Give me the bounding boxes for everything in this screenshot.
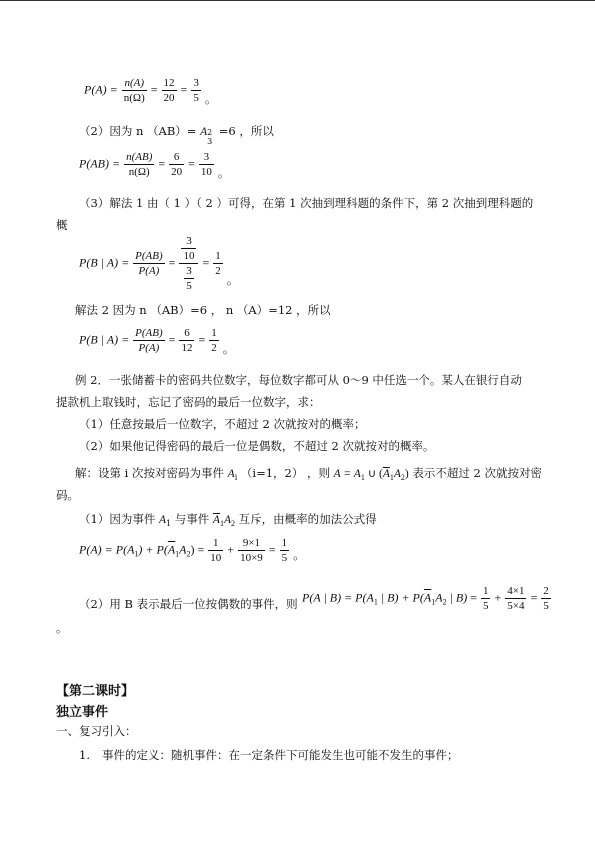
formula-pab: P(AB) = $\frac{n(AB)}{n(\Omega)}$ = $\frac{6}{20}$ = $\frac{3}{10}$ 。 [79, 151, 230, 181]
solution-part2-end: 。 [56, 621, 68, 635]
part2-text: （2）因为 n （AB）= A 2 3 =6 ，所以 [79, 124, 274, 146]
example2-question2: （2）如果他记得密码的最后一位是偶数，不超过 2 次就按对的概率。 [79, 439, 435, 453]
solution-part2-text: （2）用 B 表示最后一位按偶数的事件，则 [79, 597, 298, 611]
formula-pa-sum: $P(A) = P(A_1) + P(\overline{A}_1A_2)$ = $\frac{1}{10}$ + $\frac{9\times 1}{10\times 9}$ = $\frac{1}{5}$ 。 [79, 537, 306, 564]
lesson-heading: 【第二课时】 [56, 684, 135, 699]
example2-line1: 例 2．一张储蓄卡的密码共位数字，每位数字都可从 0～9 中任选一个。某人在银行自动 [75, 373, 522, 387]
solution-line2: 码。 [56, 488, 79, 502]
review-heading: 一、复习引入： [56, 724, 137, 738]
part3-line2: 概 [56, 218, 68, 232]
formula-pba-method1: P(B | A) = $\frac{P(AB)}{P(A)}$ = $\frac{\frac{3}{10}}{\frac{3}{5}}$ = $\frac{1}{2}$ 。 [79, 235, 239, 292]
example2-line2: 提款机上取钱时，忘记了密码的最后一位数字，求： [56, 395, 321, 409]
solution-line1: 解：设第 i 次按对密码为事件 $A_i$ （i=1，2） ，则 $A = A_1$ ∪ $(\overline{A}_1A_2)$ 表示不超过 2 次就按对密 [75, 466, 543, 482]
example2-question1: （1）任意按最后一位数字，不超过 2 次就按对的概率； [79, 417, 366, 431]
section-title: 独立事件 [56, 705, 109, 720]
formula-pba-method2: P(B | A) = $\frac{P(AB)}{P(A)}$ = $\frac{6}{12}$ = $\frac{1}{2}$ 。 [79, 327, 235, 357]
formula-pa: P(A) = $\frac{n(A)}{n(\Omega)}$ = $\frac{12}{20}$ = $\frac{3}{5}$ 。 [84, 77, 217, 107]
definition-item-number: 1. [79, 748, 90, 762]
definition-item-text: 事件的定义：随机事件：在一定条件下可能发生也可能不发生的事件； [102, 748, 459, 762]
part3-line1: （3）解法 1 由（ 1 ）（ 2 ）可得，在第 1 次抽到理科题的条件下，第 2 次抽到理科题的 [79, 196, 534, 210]
formula-pab-conditional: P(A | $B) = P(A_1$ | $B) + P(\overline{A}_1A_2$ | B) = $\frac{1}{5}$ + $\frac{4\times 1}{5\times 4}$ = $\frac{2}{5}$ [302, 585, 549, 612]
method2-text: 解法 2 因为 n （AB）=6 ， n （A）=12 ，所以 [75, 303, 331, 317]
solution-part1-text: （1）因为事件 $A_1$ 与事件 $\overline{A}_1A_2$ 互斥，由概率的加法公式得 [79, 512, 377, 528]
page-top-rule [0, 0, 595, 1]
